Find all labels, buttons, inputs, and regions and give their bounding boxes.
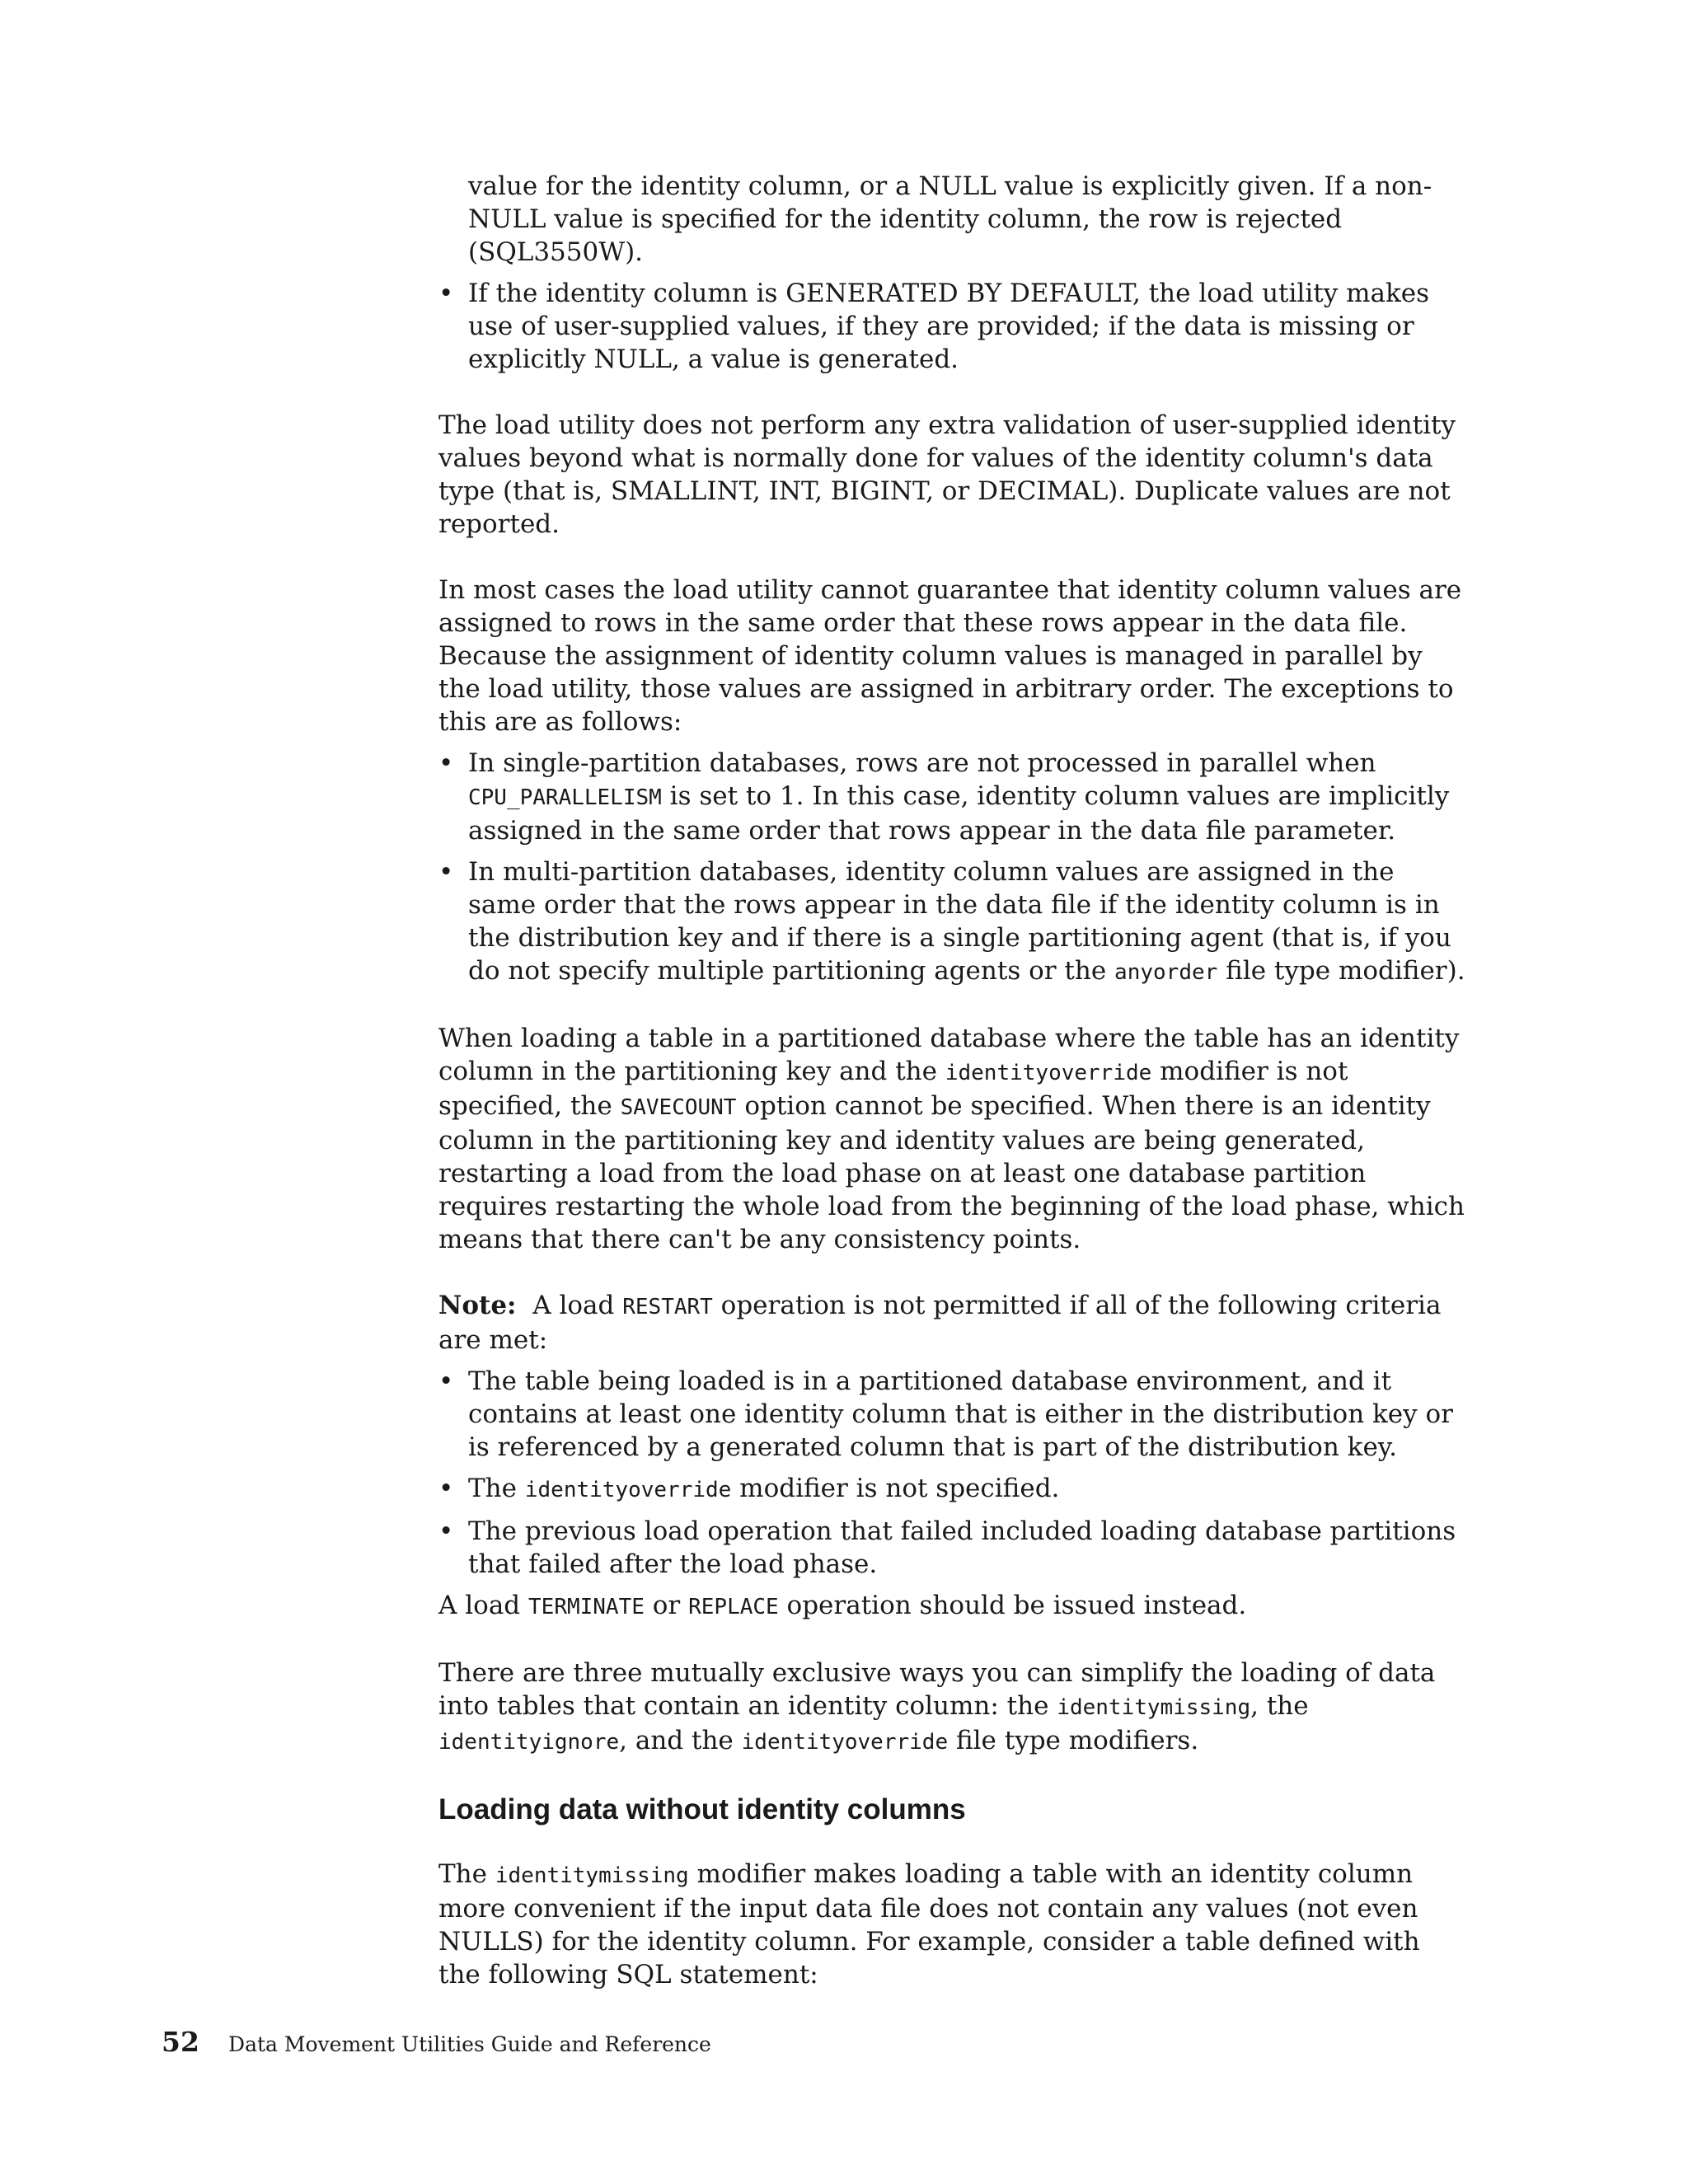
bullet-list-default xyxy=(438,277,1469,376)
bullet-icon: • xyxy=(438,279,454,308)
code-term: RESTART xyxy=(622,1295,713,1319)
bullet-icon: • xyxy=(438,857,454,887)
paragraph-terminate: A load TERMINATE or REPLACE operation should be issued instead. xyxy=(438,1591,1247,1620)
bullet-icon: • xyxy=(438,1516,454,1546)
body-column xyxy=(438,170,1469,2024)
list-item: • The previous load operation that failed included loading database partitions that failed after the load phase. xyxy=(438,1516,1456,1579)
paragraph-validation: The load utility does not perform any extra validation of user-supplied identity values beyond what is normally done for values of the identity column's data type (that is, SMALLINT, INT, BIGINT, or DECIMAL). Duplicate values are not reported. xyxy=(438,410,1456,539)
code-term: identityoverride xyxy=(741,1730,949,1755)
code-term: identityoverride xyxy=(945,1061,1152,1085)
code-term: SAVECOUNT xyxy=(620,1095,737,1120)
list-item xyxy=(438,277,1469,376)
note-paragraph: Note: A load RESTART operation is not permitted if all of the following criteria are met: xyxy=(438,1291,1442,1355)
page-number: 52 xyxy=(162,2026,199,2058)
bullet-icon: • xyxy=(438,748,454,778)
list-item: • In single-partition databases, rows are not processed in parallel when CPU_PARALLELISM is set to 1. In this case, identity column values are implicitly assigned in the same order that rows appear in the data file parameter. xyxy=(438,748,1450,846)
note-label: Note: xyxy=(438,1291,517,1320)
book-title: Data Movement Utilities Guide and Reference xyxy=(228,2032,711,2056)
code-term: identityignore xyxy=(438,1730,620,1755)
page-footer xyxy=(162,2026,711,2058)
list-item: • In multi-partition databases, identity column values are assigned in the same order that the rows appear in the data file if the identity column is in the distribution key and if there is a single partitioning agent (that is, if you do not specify multiple partitioning agents or the anyorder file type modifier). xyxy=(438,857,1465,986)
code-term: REPLACE xyxy=(688,1595,779,1619)
bullet-icon: • xyxy=(438,1366,454,1396)
bullet-icon: • xyxy=(438,1474,454,1503)
continued-bullet-text: value for the identity column, or a NULL value is explicitly given. If a non-NULL value is specified for the identity column, the row is rejected (SQL3550W). xyxy=(468,171,1432,267)
list-item-text: If the identity column is GENERATED BY DEFAULT, the load utility makes use of user-supplied values, if they are provided; if the data is missing or explicitly NULL, a value is generated. xyxy=(468,279,1429,374)
list-item: • The identityoverride modifier is not specified. xyxy=(438,1474,1060,1503)
paragraph-identitymissing: The identitymissing modifier makes loading a table with an identity column more convenient if the input data file does not contain any values (not even NULLS) for the identity column. For example, consider a table defined with the following SQL statement: xyxy=(438,1859,1420,1990)
list-item: • The table being loaded is in a partitioned database environment, and it contains at least one identity column that is either in the distribution key or is referenced by a generated column that is part of the distribution key. xyxy=(438,1366,1453,1462)
code-term: identitymissing xyxy=(1057,1695,1251,1720)
paragraph-three-ways: There are three mutually exclusive ways you can simplify the loading of data into tables that contain an identity column: the identitymissing, the identityignore, and the identityoverride file type modifiers. xyxy=(438,1658,1436,1755)
bullet-list-note xyxy=(438,1365,1469,1581)
code-term: TERMINATE xyxy=(528,1595,645,1619)
bullet-list-exceptions xyxy=(438,747,1469,989)
code-term: identitymissing xyxy=(495,1863,689,1888)
code-term: identityoverride xyxy=(524,1478,732,1502)
section-heading: Loading data without identity columns xyxy=(438,1793,966,1825)
code-term: anyorder xyxy=(1114,960,1218,985)
paragraph-order: In most cases the load utility cannot guarantee that identity column values are assigned to rows in the same order that these rows appear in the data file. Because the assignment of identity column values is managed in parallel by the load utility, those values are assigned in arbitrary order. The exceptions to this are as follows: xyxy=(438,575,1462,737)
paragraph-partitioned: When loading a table in a partitioned database where the table has an identity column in the partitioning key and the identityoverride modifier is not specified, the SAVECOUNT option cannot be specified. When there is an identity column in the partitioning key and identity values are being generated, restarting a load from the load phase on at least one database partition requires restarting the whole load from the beginning of the load phase, which means that there can't be any consistency points. xyxy=(438,1024,1465,1254)
code-term: CPU_PARALLELISM xyxy=(468,785,662,810)
